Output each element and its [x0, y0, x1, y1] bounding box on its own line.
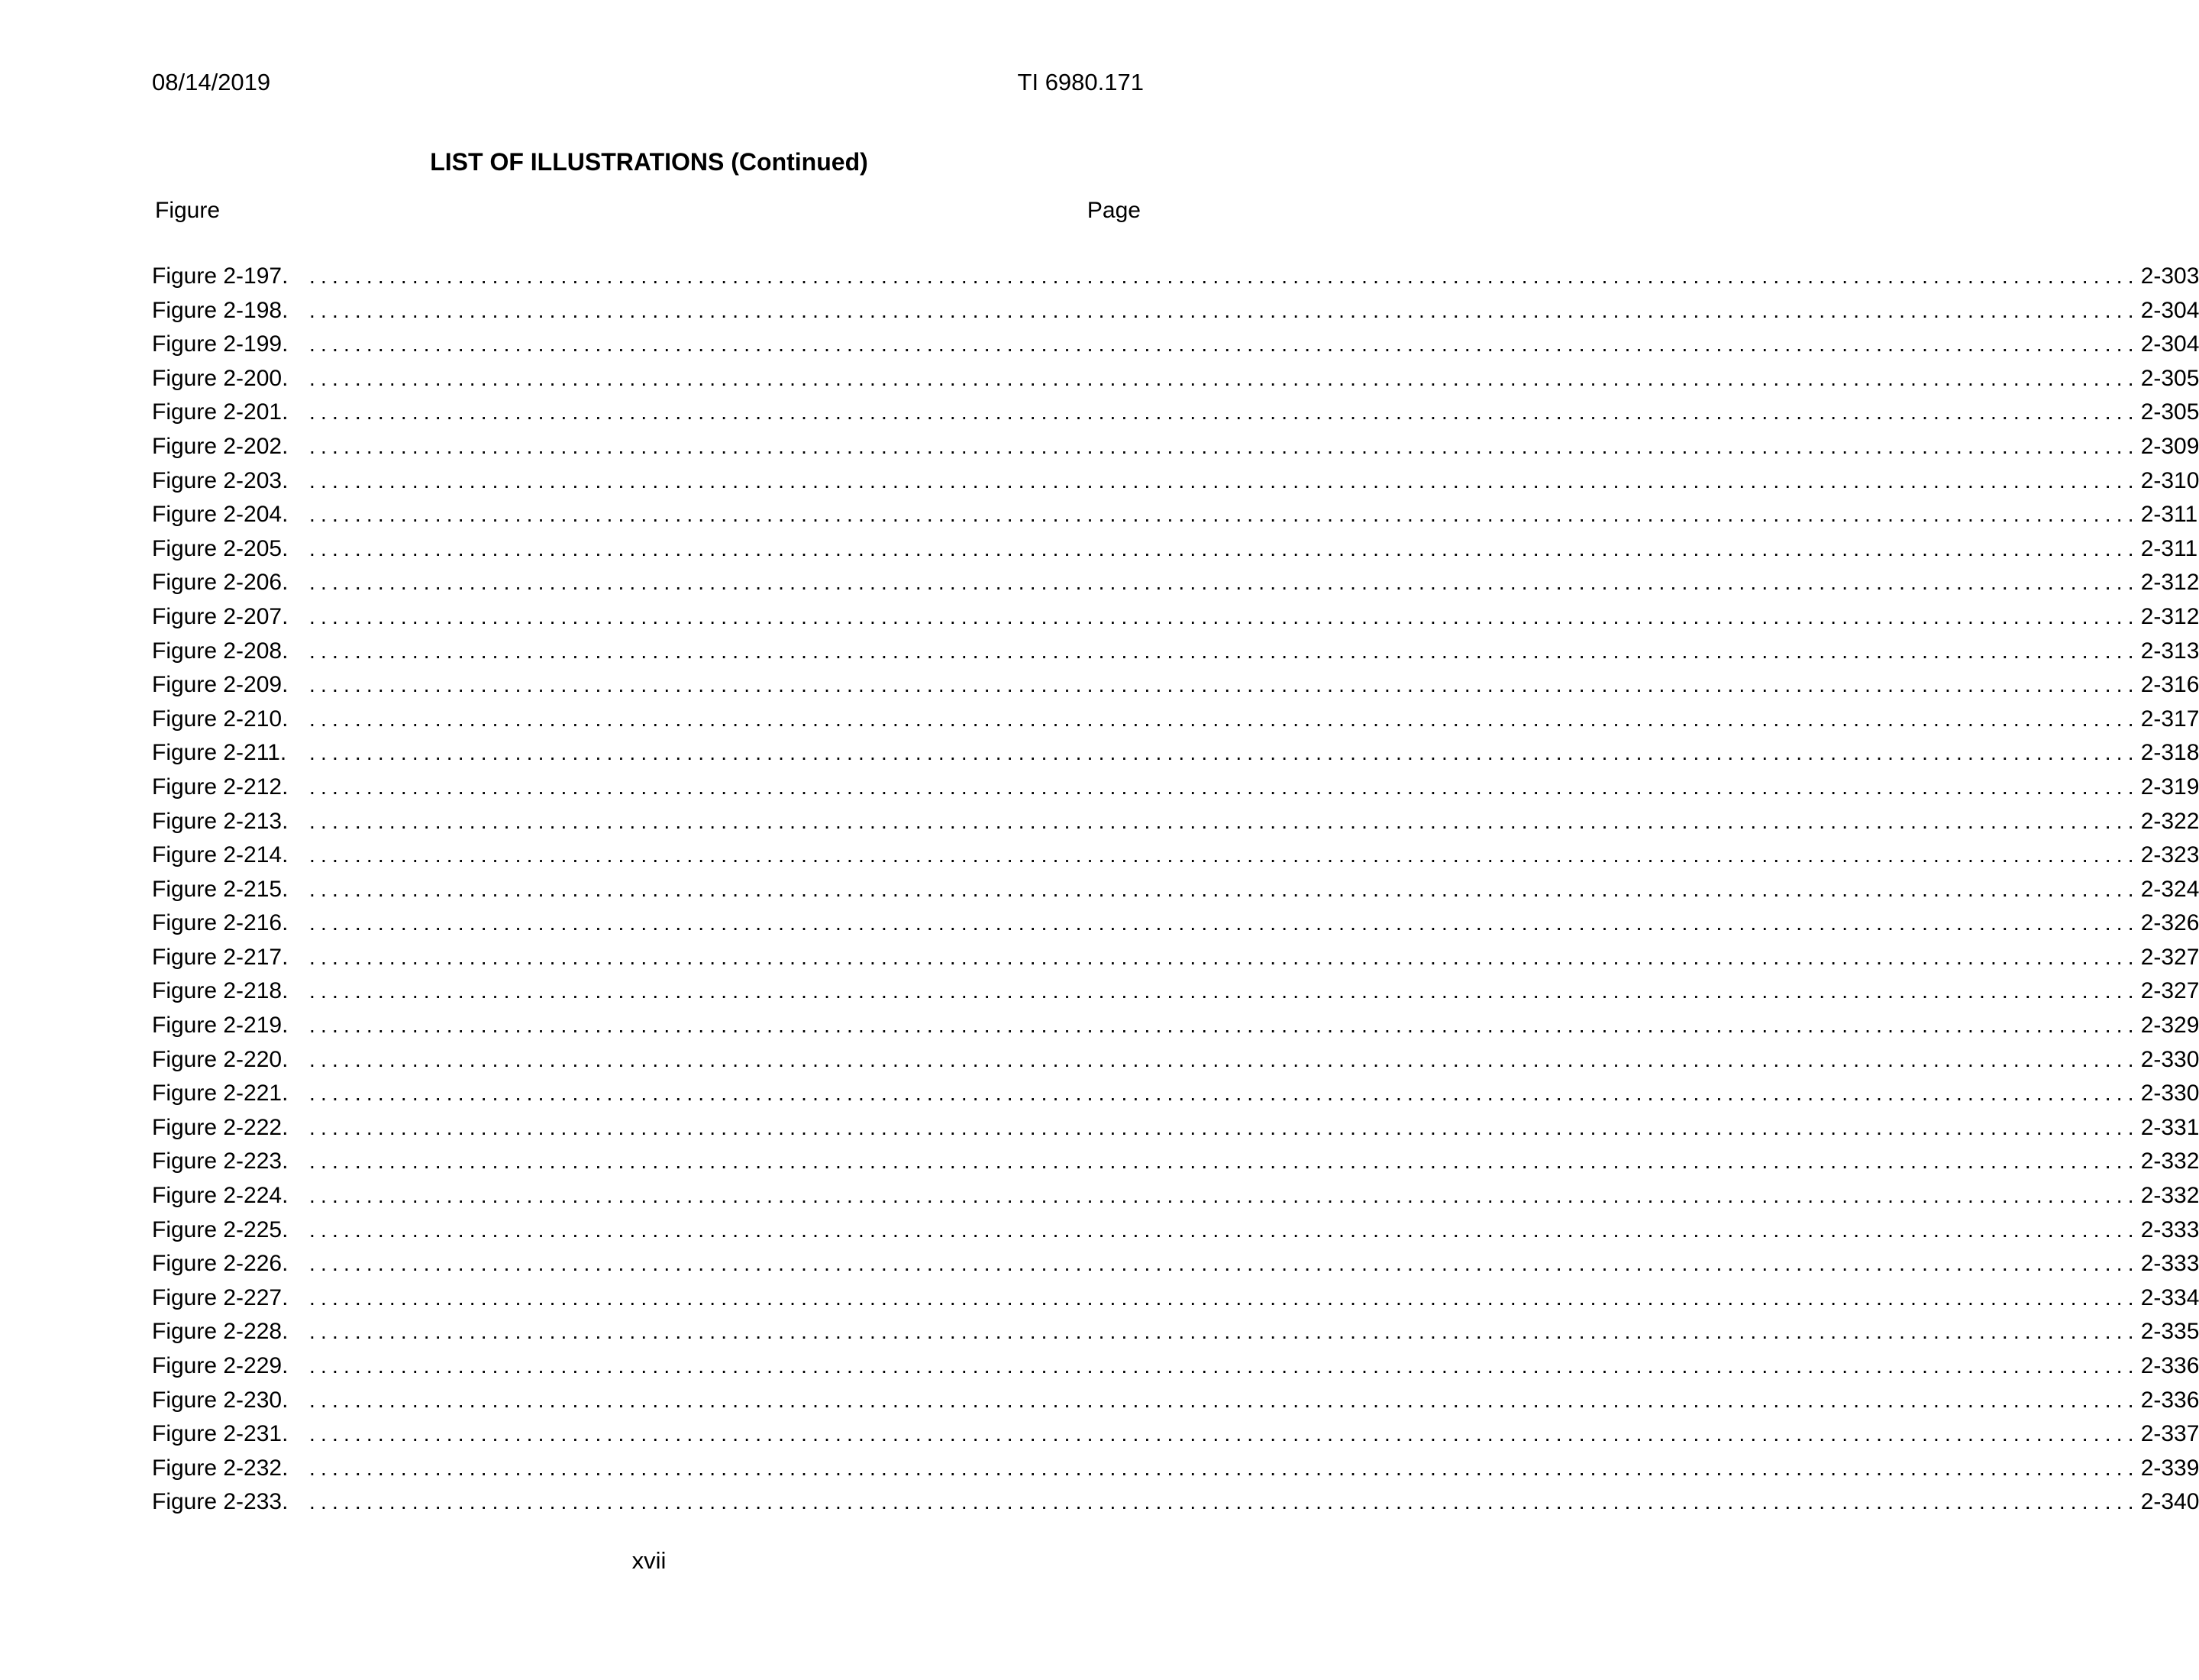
- toc-entry-label: Figure 2-221.: [152, 1081, 289, 1107]
- toc-entry[interactable]: [152, 906, 2199, 941]
- toc-entry-label: Figure 2-228.: [152, 1319, 289, 1345]
- toc-entry[interactable]: [152, 1111, 2199, 1145]
- toc-entry[interactable]: [152, 1384, 2199, 1418]
- toc-entry-page: 2-312: [2140, 603, 2199, 629]
- toc-entry[interactable]: [152, 1179, 2199, 1213]
- toc-entry-label: Figure 2-219.: [152, 1013, 289, 1039]
- toc-entry[interactable]: [152, 1043, 2199, 1077]
- toc-entry-label: Figure 2-211.: [152, 740, 287, 766]
- dot-leader: ................................................................................................................................................................: [309, 1184, 2139, 1208]
- dot-leader: ................................................................................................................................................................: [309, 1047, 2139, 1071]
- toc-entry[interactable]: [152, 1145, 2199, 1179]
- toc-entry[interactable]: [152, 430, 2199, 464]
- dot-leader: ................................................................................................................................................................: [309, 1490, 2139, 1514]
- toc-entry-page: 2-336: [2140, 1353, 2199, 1378]
- toc-entry-page: 2-332: [2140, 1149, 2199, 1174]
- column-header-page: Page: [1087, 198, 1141, 223]
- toc-entry[interactable]: [152, 668, 2199, 703]
- toc-entry-page: 2-304: [2140, 297, 2199, 323]
- toc-entry[interactable]: [152, 1485, 2199, 1520]
- toc-entry-page: 2-335: [2140, 1319, 2199, 1345]
- dot-leader: ................................................................................................................................................................: [309, 434, 2139, 458]
- toc-entry-label: Figure 2-198.: [152, 297, 289, 323]
- toc-entry-label: Figure 2-230.: [152, 1387, 289, 1413]
- column-header-figure: Figure: [155, 198, 221, 223]
- toc-entry-page: 2-327: [2140, 944, 2199, 970]
- toc-entry-page: 2-330: [2140, 1081, 2199, 1107]
- toc-entry-label: Figure 2-201.: [152, 399, 289, 425]
- toc-entry-label: Figure 2-226.: [152, 1251, 289, 1277]
- dot-leader: ................................................................................................................................................................: [309, 979, 2139, 1003]
- dot-leader: ................................................................................................................................................................: [309, 264, 2139, 288]
- toc-entry-label: Figure 2-231.: [152, 1421, 289, 1447]
- toc-entry-page: 2-316: [2140, 672, 2199, 698]
- header-date: 08/14/2019: [152, 69, 271, 95]
- toc-entry-label: Figure 2-208.: [152, 638, 289, 664]
- toc-entry[interactable]: [152, 805, 2199, 839]
- toc-entry[interactable]: [152, 328, 2199, 362]
- dot-leader: ................................................................................................................................................................: [309, 1149, 2139, 1174]
- toc-entry[interactable]: [152, 498, 2198, 532]
- dot-leader: ................................................................................................................................................................: [309, 366, 2139, 390]
- toc-entry[interactable]: [152, 294, 2199, 328]
- toc-entry[interactable]: [152, 635, 2199, 669]
- toc-entry[interactable]: [152, 362, 2199, 396]
- toc-entry-page: 2-318: [2140, 740, 2199, 766]
- toc-entry-page: 2-310: [2140, 467, 2199, 493]
- dot-leader: ................................................................................................................................................................: [309, 1081, 2139, 1106]
- toc-entry[interactable]: [152, 1077, 2199, 1111]
- toc-entry-label: Figure 2-214.: [152, 842, 289, 868]
- dot-leader: ................................................................................................................................................................: [309, 1115, 2139, 1139]
- toc-entry-label: Figure 2-225.: [152, 1216, 289, 1242]
- toc-entry[interactable]: [152, 566, 2199, 600]
- toc-entry-page: 2-303: [2140, 263, 2199, 289]
- toc-entry[interactable]: [152, 736, 2199, 771]
- dot-leader: ................................................................................................................................................................: [309, 706, 2139, 731]
- toc-entry-label: Figure 2-212.: [152, 774, 289, 800]
- dot-leader: ................................................................................................................................................................: [309, 673, 2139, 697]
- toc-entry-label: Figure 2-204.: [152, 502, 289, 528]
- illustrations-list: [152, 260, 2199, 1520]
- toc-entry-page: 2-330: [2140, 1046, 2199, 1072]
- dot-leader: ................................................................................................................................................................: [309, 332, 2139, 357]
- toc-entry-page: 2-323: [2140, 842, 2199, 868]
- toc-entry[interactable]: [152, 1247, 2199, 1281]
- dot-leader: ................................................................................................................................................................: [309, 911, 2139, 935]
- toc-entry[interactable]: [152, 396, 2199, 430]
- toc-entry[interactable]: [152, 1281, 2199, 1316]
- toc-entry-label: Figure 2-203.: [152, 467, 289, 493]
- toc-entry-label: Figure 2-217.: [152, 944, 289, 970]
- toc-entry-page: 2-331: [2140, 1114, 2199, 1140]
- dot-leader: ................................................................................................................................................................: [309, 843, 2139, 867]
- toc-entry-label: Figure 2-202.: [152, 433, 289, 459]
- toc-entry-page: 2-319: [2140, 774, 2199, 800]
- dot-leader: ................................................................................................................................................................: [309, 1422, 2139, 1446]
- dot-leader: ................................................................................................................................................................: [309, 468, 2139, 493]
- toc-entry-page: 2-317: [2140, 706, 2199, 732]
- toc-entry-label: Figure 2-227.: [152, 1284, 289, 1310]
- toc-entry[interactable]: [152, 532, 2198, 567]
- toc-entry-label: Figure 2-197.: [152, 263, 289, 289]
- dot-leader: ................................................................................................................................................................: [309, 1013, 2139, 1038]
- toc-entry[interactable]: [152, 838, 2199, 873]
- toc-entry-page: 2-326: [2140, 910, 2199, 936]
- toc-entry-page: 2-336: [2140, 1387, 2199, 1413]
- dot-leader: ................................................................................................................................................................: [309, 536, 2139, 561]
- toc-entry-page: 2-334: [2140, 1284, 2199, 1310]
- toc-entry-label: Figure 2-200.: [152, 365, 289, 391]
- toc-entry[interactable]: [152, 1349, 2199, 1384]
- dot-leader: ................................................................................................................................................................: [309, 502, 2139, 527]
- toc-entry-page: 2-333: [2140, 1216, 2199, 1242]
- dot-leader: ................................................................................................................................................................: [309, 1285, 2139, 1310]
- dot-leader: ................................................................................................................................................................: [309, 1217, 2139, 1242]
- toc-entry-page: 2-333: [2140, 1251, 2199, 1277]
- toc-entry[interactable]: [152, 703, 2199, 737]
- toc-entry-label: Figure 2-209.: [152, 672, 289, 698]
- dot-leader: ................................................................................................................................................................: [309, 298, 2139, 322]
- toc-entry-page: 2-332: [2140, 1183, 2199, 1209]
- toc-entry-label: Figure 2-232.: [152, 1455, 289, 1481]
- toc-entry-page: 2-309: [2140, 433, 2199, 459]
- dot-leader: ................................................................................................................................................................: [309, 400, 2139, 425]
- toc-entry[interactable]: [152, 464, 2199, 499]
- dot-leader: ................................................................................................................................................................: [309, 1320, 2139, 1344]
- toc-entry-label: Figure 2-205.: [152, 535, 289, 561]
- toc-entry-label: Figure 2-224.: [152, 1183, 289, 1209]
- page-title: LIST OF ILLUSTRATIONS (Continued): [430, 148, 868, 176]
- toc-entry-label: Figure 2-215.: [152, 876, 289, 902]
- toc-entry-label: Figure 2-222.: [152, 1114, 289, 1140]
- toc-entry[interactable]: [152, 941, 2199, 975]
- dot-leader: ................................................................................................................................................................: [309, 570, 2139, 595]
- toc-entry-page: 2-339: [2140, 1455, 2199, 1481]
- dot-leader: ................................................................................................................................................................: [309, 741, 2139, 765]
- toc-entry-label: Figure 2-206.: [152, 570, 289, 596]
- toc-entry[interactable]: [152, 1452, 2199, 1486]
- dot-leader: ................................................................................................................................................................: [309, 638, 2139, 663]
- toc-entry-page: 2-312: [2140, 570, 2199, 596]
- toc-entry-label: Figure 2-223.: [152, 1149, 289, 1174]
- toc-entry-page: 2-329: [2140, 1013, 2199, 1039]
- toc-entry-label: Figure 2-229.: [152, 1353, 289, 1378]
- toc-entry-page: 2-313: [2140, 638, 2199, 664]
- dot-leader: ................................................................................................................................................................: [309, 1388, 2139, 1412]
- header-document-id: TI 6980.171: [1017, 69, 1144, 95]
- toc-entry-label: Figure 2-216.: [152, 910, 289, 936]
- toc-entry-label: Figure 2-213.: [152, 808, 289, 834]
- toc-entry[interactable]: [152, 771, 2199, 805]
- toc-entry[interactable]: [152, 1315, 2199, 1349]
- dot-leader: ................................................................................................................................................................: [309, 774, 2139, 799]
- toc-entry[interactable]: [152, 260, 2199, 294]
- toc-entry-page: 2-324: [2140, 876, 2199, 902]
- toc-entry-page: 2-311: [2140, 502, 2198, 528]
- dot-leader: ................................................................................................................................................................: [309, 1252, 2139, 1276]
- toc-entry-page: 2-304: [2140, 331, 2199, 357]
- toc-entry-page: 2-322: [2140, 808, 2199, 834]
- toc-entry-page: 2-305: [2140, 399, 2199, 425]
- dot-leader: ................................................................................................................................................................: [309, 1455, 2139, 1480]
- toc-entry-label: Figure 2-218.: [152, 978, 289, 1004]
- page-number: xvii: [631, 1547, 667, 1574]
- dot-leader: ................................................................................................................................................................: [309, 604, 2139, 628]
- toc-entry-label: Figure 2-220.: [152, 1046, 289, 1072]
- toc-entry-label: Figure 2-199.: [152, 331, 289, 357]
- toc-entry[interactable]: [152, 873, 2199, 907]
- toc-entry[interactable]: [152, 1213, 2199, 1248]
- toc-entry-page: 2-311: [2140, 535, 2198, 561]
- toc-entry-page: 2-327: [2140, 978, 2199, 1004]
- toc-entry-page: 2-337: [2140, 1421, 2199, 1447]
- toc-entry-label: Figure 2-233.: [152, 1489, 289, 1515]
- toc-entry[interactable]: [152, 974, 2199, 1009]
- dot-leader: ................................................................................................................................................................: [309, 945, 2139, 969]
- dot-leader: ................................................................................................................................................................: [309, 1354, 2139, 1378]
- dot-leader: ................................................................................................................................................................: [309, 877, 2139, 901]
- toc-entry-page: 2-305: [2140, 365, 2199, 391]
- toc-entry[interactable]: [152, 600, 2199, 635]
- toc-entry[interactable]: [152, 1417, 2199, 1452]
- dot-leader: ................................................................................................................................................................: [309, 809, 2139, 833]
- toc-entry-page: 2-340: [2140, 1489, 2199, 1515]
- toc-entry-label: Figure 2-210.: [152, 706, 289, 732]
- toc-entry-label: Figure 2-207.: [152, 603, 289, 629]
- toc-entry[interactable]: [152, 1009, 2199, 1043]
